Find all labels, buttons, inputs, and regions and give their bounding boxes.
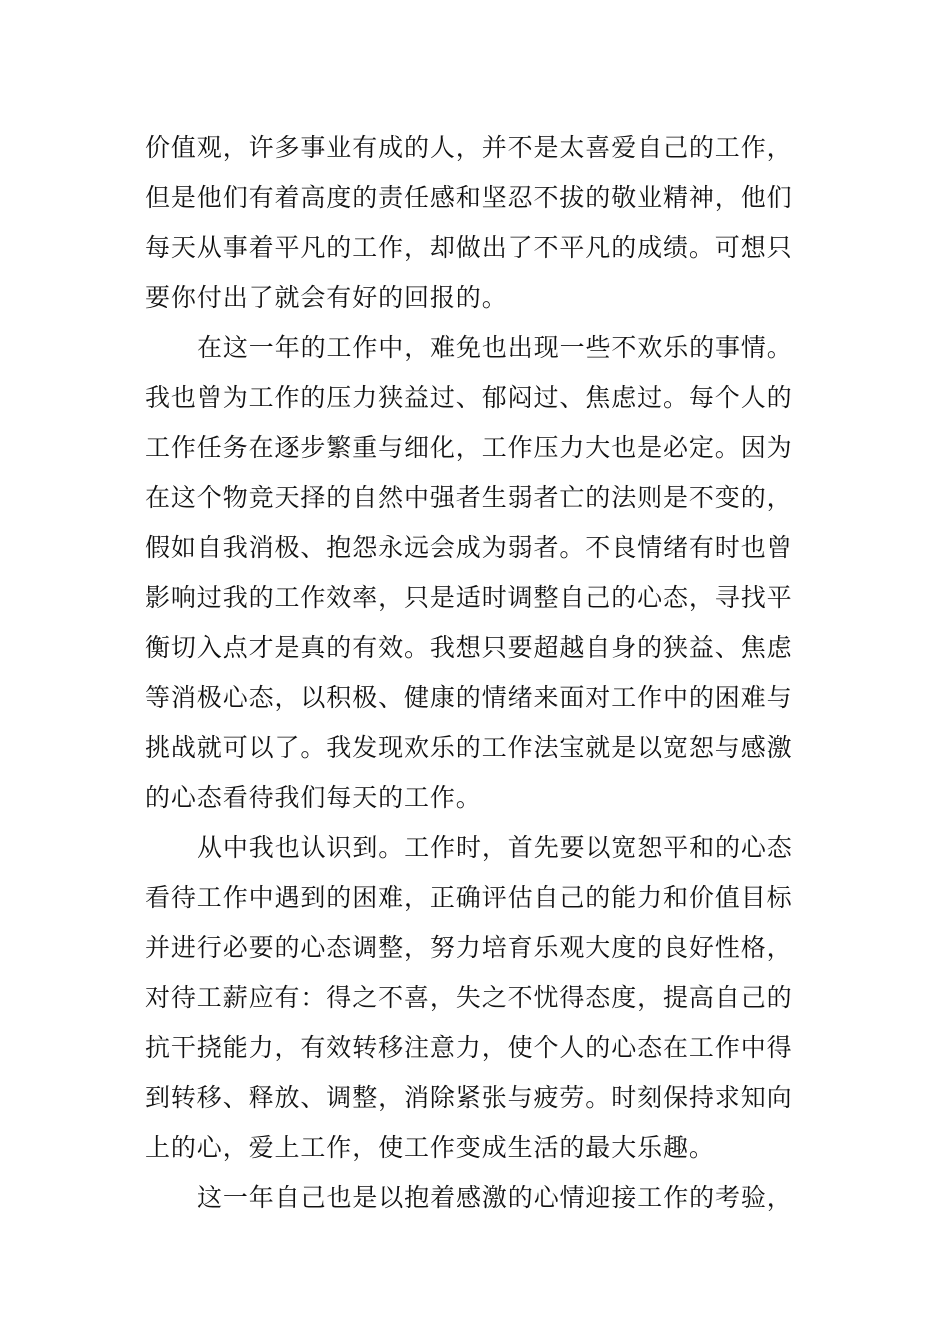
paragraph-first-line: 从中我也认识到。工作时，首先要以宽恕平和的心态 <box>197 833 793 862</box>
text-line: 对待工薪应有：得之不喜，失之不忧得态度，提高自己的 <box>145 983 793 1012</box>
paragraph-first-line: 在这一年的工作中，难免也出现一些不欢乐的事情。 <box>197 333 793 362</box>
text-line: 并进行必要的心态调整，努力培育乐观大度的良好性格， <box>145 933 793 962</box>
text-line: 的心态看待我们每天的工作。 <box>145 783 482 812</box>
text-line: 影响过我的工作效率，只是适时调整自己的心态，寻找平 <box>145 583 793 612</box>
text-line: 要你付出了就会有好的回报的。 <box>145 283 508 312</box>
text-line: 价值观，许多事业有成的人，并不是太喜爱自己的工作， <box>145 133 793 162</box>
text-line: 在这个物竞天择的自然中强者生弱者亡的法则是不变的， <box>145 483 793 512</box>
text-line: 挑战就可以了。我发现欢乐的工作法宝就是以宽恕与感激 <box>145 733 793 762</box>
text-line: 工作任务在逐步繁重与细化，工作压力大也是必定。因为 <box>145 433 793 462</box>
paragraph-first-line: 这一年自己也是以抱着感激的心情迎接工作的考验， <box>197 1183 793 1212</box>
text-line: 抗干挠能力，有效转移注意力，使个人的心态在工作中得 <box>145 1033 793 1062</box>
text-line: 每天从事着平凡的工作，却做出了不平凡的成绩。可想只 <box>145 233 793 262</box>
text-line: 等消极心态，以积极、健康的情绪来面对工作中的困难与 <box>145 683 793 712</box>
text-line: 假如自我消极、抱怨永远会成为弱者。不良情绪有时也曾 <box>145 533 793 562</box>
text-line: 到转移、释放、调整，消除紧张与疲劳。时刻保持求知向 <box>145 1083 793 1112</box>
text-line: 看待工作中遇到的困难，正确评估自己的能力和价值目标 <box>145 883 793 912</box>
text-line: 上的心，爱上工作，使工作变成生活的最大乐趣。 <box>145 1133 715 1162</box>
text-line: 衡切入点才是真的有效。我想只要超越自身的狭益、焦虑 <box>145 633 793 662</box>
text-line: 我也曾为工作的压力狭益过、郁闷过、焦虑过。每个人的 <box>145 383 793 412</box>
text-line: 但是他们有着高度的责任感和坚忍不拔的敬业精神，他们 <box>145 183 793 212</box>
